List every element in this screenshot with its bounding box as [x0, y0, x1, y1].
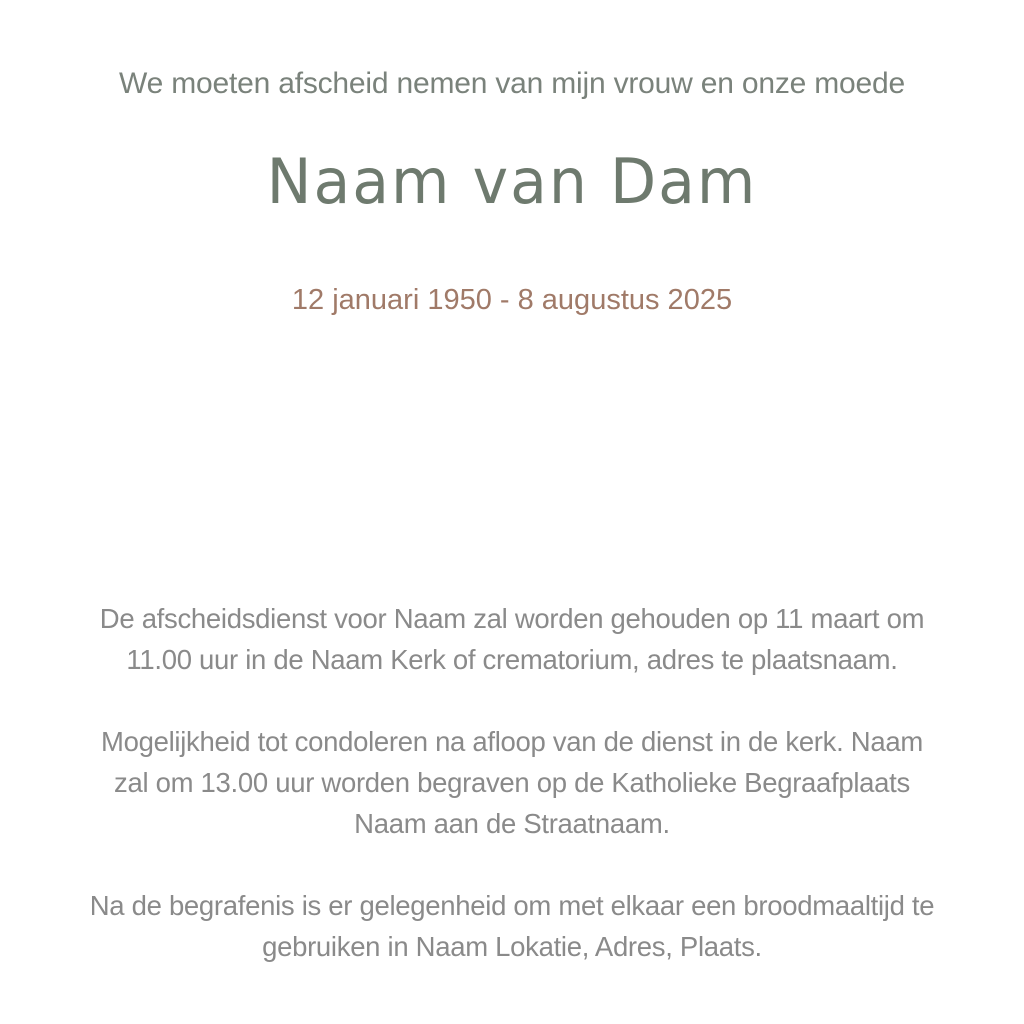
intro-text: We moeten afscheid nemen van mijn vrouw en onze moede: [119, 67, 905, 100]
reception-paragraph: Na de begrafenis is er gelegenheid om met elkaar een broodmaaltijd te gebruiken in Naam Lokatie, Adres, Plaats.: [89, 890, 935, 962]
service-details: [40, 598, 984, 967]
life-dates: 12 januari 1950 - 8 augustus 2025: [291, 284, 733, 316]
deceased-name: Naam van Dam: [266, 145, 758, 219]
service-paragraph: De afscheidsdienst voor Naam zal worden gehouden op 11 maart om 11.00 uur in de Naam Kerk of crematorium, adres te plaatsnaam.: [99, 603, 925, 675]
condolence-paragraph: Mogelijkheid tot condoleren na afloop van de dienst in de kerk. Naam zal om 13.00 uur worden begraven op de Katholieke Begraafplaats Naam aan de Straatnaam.: [101, 726, 923, 839]
